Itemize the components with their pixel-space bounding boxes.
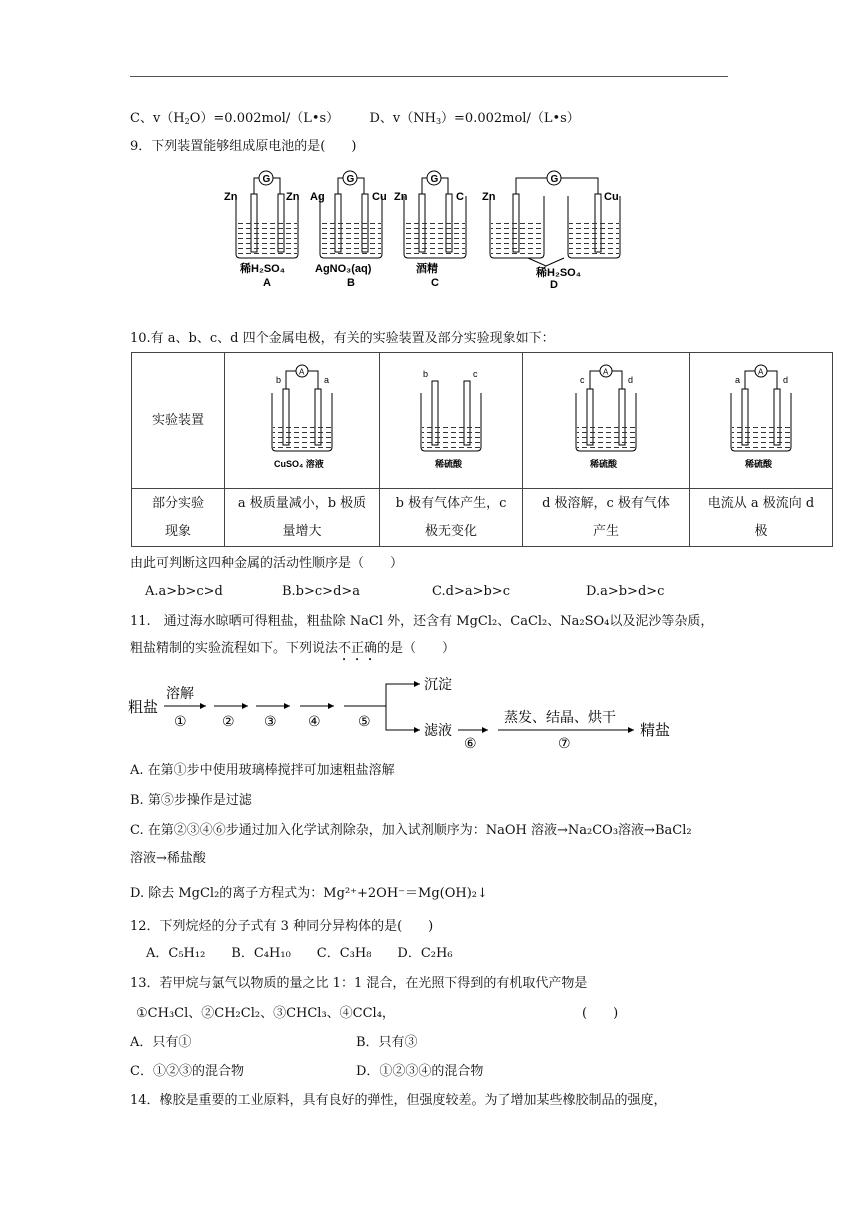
svg-text:Zn: Zn xyxy=(224,191,238,203)
q10-option-a: A.a>b>c>d xyxy=(145,584,223,599)
svg-text:d: d xyxy=(783,375,789,385)
q10-phen-4: 电流从 a 极流向 d 极 xyxy=(690,489,833,547)
q9-figure xyxy=(222,166,619,291)
device-svg-3 xyxy=(566,355,646,475)
svg-text:沉淀: 沉淀 xyxy=(424,676,452,692)
q10-option-c: C.d>a>b>c xyxy=(432,584,510,599)
q10-row-head-device: 实验装置 xyxy=(132,353,225,489)
svg-text:G: G xyxy=(262,174,271,185)
q11-line2: 粗盐精制的实验流程如下。下列说法不正确的是（ ） xyxy=(130,641,456,656)
svg-text:Zn: Zn xyxy=(394,191,408,203)
q11-line1: 11. 通过海水晾晒可得粗盐，粗盐除 NaCl 外，还含有 MgCl₂、CaCl₂、Na₂SO₄以及泥沙等杂质， xyxy=(130,614,714,629)
q10-option-d: D.a>b>d>c xyxy=(586,584,665,599)
svg-text:C: C xyxy=(456,191,464,203)
q11-option-a: A. 在第①步中使用玻璃棒搅拌可加速粗盐溶解 xyxy=(130,763,395,778)
q10-after: 由此可判断这四种金属的活动性顺序是（ ） xyxy=(130,556,404,571)
svg-text:a: a xyxy=(324,375,330,385)
svg-text:粗盐: 粗盐 xyxy=(128,699,159,716)
q9-stem: 9．下列装置能够组成原电池的是( ) xyxy=(130,139,357,154)
svg-text:酒精: 酒精 xyxy=(416,263,438,275)
svg-text:④: ④ xyxy=(308,713,321,729)
q11-option-d: D. 除去 MgCl₂的离子方程式为：Mg²⁺+2OH⁻＝Mg(OH)₂↓ xyxy=(130,886,488,901)
svg-text:稀硫酸: 稀硫酸 xyxy=(590,459,618,469)
q10-option-b: B.b>c>d>a xyxy=(282,584,361,599)
svg-text:③: ③ xyxy=(264,713,277,729)
q11-option-b: B. 第⑤步操作是过滤 xyxy=(130,793,252,808)
svg-text:a: a xyxy=(735,375,741,385)
svg-text:滤液: 滤液 xyxy=(424,722,452,738)
q11-flowchart xyxy=(128,668,688,750)
emphasis-not-correct: 不正确 xyxy=(338,641,378,656)
svg-text:G: G xyxy=(346,174,355,185)
svg-text:蒸发、结晶、烘干: 蒸发、结晶、烘干 xyxy=(504,709,616,725)
svg-text:G: G xyxy=(550,174,559,185)
device-svg-2 xyxy=(411,355,491,475)
q12-stem: 12．下列烷烃的分子式有 3 种同分异构体的是( ) xyxy=(130,919,434,934)
svg-text:精盐: 精盐 xyxy=(640,722,671,739)
svg-text:⑦: ⑦ xyxy=(558,735,571,751)
svg-text:⑤: ⑤ xyxy=(358,713,371,729)
svg-text:稀硫酸: 稀硫酸 xyxy=(435,459,463,469)
svg-text:溶解: 溶解 xyxy=(166,685,194,701)
svg-text:G: G xyxy=(430,174,439,185)
q13-option-a: A．只有① xyxy=(130,1035,192,1050)
device-svg-4 xyxy=(721,355,801,475)
q10-device-4 xyxy=(690,353,833,489)
q12-options: A．C₅H₁₂ B．C₄H₁₀ C．C₃H₈ D．C₂H₆ xyxy=(146,946,453,961)
q10-device-2 xyxy=(380,353,523,489)
q10-phen-1: a 极质量减小，b 极质 量增大 xyxy=(225,489,380,547)
q13-option-d: D．①②③④的混合物 xyxy=(356,1064,484,1079)
svg-text:b: b xyxy=(423,369,429,379)
q10-device-1 xyxy=(225,353,380,489)
svg-text:CuSO₄ 溶液: CuSO₄ 溶液 xyxy=(274,459,324,469)
svg-text:稀H₂SO₄: 稀H₂SO₄ xyxy=(536,267,581,279)
svg-text:Cu: Cu xyxy=(604,191,619,203)
svg-text:稀H₂SO₄: 稀H₂SO₄ xyxy=(240,263,285,275)
q10-phen-3: d 极溶解，c 极有气体 产生 xyxy=(523,489,690,547)
svg-text:A: A xyxy=(299,367,305,377)
svg-text:B: B xyxy=(347,277,355,289)
q9-cell-c xyxy=(394,171,466,289)
header-rule xyxy=(130,76,728,77)
svg-text:C: C xyxy=(431,277,439,289)
q14-stem: 14．橡胶是重要的工业原料，具有良好的弹性，但强度较差。为了增加某些橡胶制品的强度， xyxy=(130,1093,667,1108)
svg-text:Ag: Ag xyxy=(310,191,325,203)
svg-text:Zn: Zn xyxy=(482,191,496,203)
svg-text:AgNO₃(aq): AgNO₃(aq) xyxy=(315,263,372,275)
q13-answer-paren: ( ) xyxy=(582,1006,619,1021)
q13-stem: 13．若甲烷与氯气以物质的量之比 1：1 混合，在光照下得到的有机取代产物是 xyxy=(130,976,588,991)
q10-stem: 10.有 a、b、c、d 四个金属电极，有关的实验装置及部分实验现象如下： xyxy=(130,331,555,346)
svg-text:Zn: Zn xyxy=(286,191,300,203)
q10-table xyxy=(131,352,833,547)
svg-text:稀硫酸: 稀硫酸 xyxy=(745,459,773,469)
svg-text:b: b xyxy=(276,375,282,385)
svg-text:Cu: Cu xyxy=(372,191,387,203)
q11-option-c-line2: 溶液→稀盐酸 xyxy=(130,851,206,866)
q8-options: C、$v(H_2O)=0.002mol/(L•s)$ D、$v(NH_3)=0.002mol/(L•s)$ xyxy=(130,111,580,126)
q11-option-c-line1: C. 在第②③④⑥步通过加入化学试剂除杂，加入试剂顺序为：NaOH 溶液→Na₂CO₃溶液→BaCl₂ xyxy=(130,823,692,838)
q9-cell-d xyxy=(482,171,620,291)
svg-text:A: A xyxy=(263,277,271,289)
q10-phen-2: b 极有气体产生，c 极无变化 xyxy=(380,489,523,547)
svg-text:A: A xyxy=(603,367,609,377)
q9-cell-a xyxy=(224,171,300,289)
q9-cell-b xyxy=(310,171,387,289)
q13-option-c: C．①②③的混合物 xyxy=(130,1064,244,1079)
device-svg-1 xyxy=(262,355,342,475)
svg-text:d: d xyxy=(628,375,634,385)
q10-row-head-phen: 部分实验 现象 xyxy=(132,489,225,547)
svg-text:A: A xyxy=(758,367,764,377)
svg-text:②: ② xyxy=(222,713,235,729)
svg-text:D: D xyxy=(550,279,558,291)
q13-option-b: B．只有③ xyxy=(356,1035,418,1050)
svg-text:c: c xyxy=(473,369,478,379)
q10-device-3 xyxy=(523,353,690,489)
svg-text:c: c xyxy=(580,375,585,385)
q13-products: ①CH₃Cl、②CH₂Cl₂、③CHCl₃、④CCl₄， xyxy=(136,1006,395,1021)
svg-text:⑥: ⑥ xyxy=(464,735,477,751)
svg-text:①: ① xyxy=(174,713,187,729)
